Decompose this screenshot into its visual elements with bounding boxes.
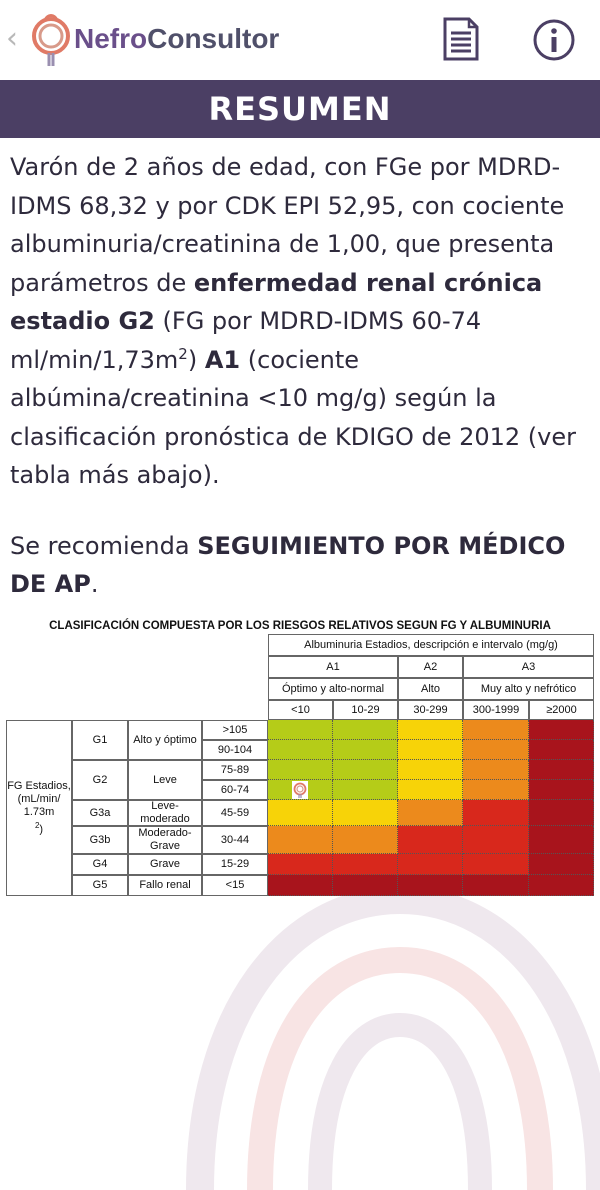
risk-cell bbox=[463, 826, 529, 854]
risk-cell bbox=[463, 875, 529, 896]
recommendation-text bbox=[10, 527, 595, 603]
back-button[interactable] bbox=[6, 21, 18, 56]
g-range: >105 bbox=[202, 720, 268, 740]
a-stage-code: A1 bbox=[268, 656, 398, 678]
a-range: 30-299 bbox=[398, 700, 463, 720]
page-title: RESUMEN bbox=[0, 80, 600, 138]
summary-segment: (FG por MDRD-IDMS 60-74 ml/min/1,73m bbox=[10, 307, 482, 374]
brand-part2: Consultor bbox=[147, 23, 280, 54]
risk-cell bbox=[398, 826, 463, 854]
risk-cell bbox=[333, 780, 398, 800]
summary-text bbox=[10, 148, 595, 495]
g-stage-desc: Leve-moderado bbox=[128, 800, 202, 826]
risk-cell bbox=[268, 740, 333, 760]
risk-cell bbox=[529, 720, 594, 740]
risk-cell bbox=[333, 854, 398, 875]
risk-cell bbox=[529, 780, 594, 800]
summary-segment: Varón de 2 años de edad, con FGe por MDRD-IDMS 68,32 y por CDK EPI 52,95, con cociente albuminuria/creatinina de 1,00, que presenta parámetros de bbox=[10, 153, 565, 297]
brand-part1: Nefro bbox=[74, 23, 148, 54]
risk-cell bbox=[268, 720, 333, 740]
risk-cell bbox=[333, 720, 398, 740]
g-stage-desc: Fallo renal bbox=[128, 875, 202, 896]
diagnosis-stage: enfermedad renal crónica estadio G2 bbox=[10, 268, 543, 335]
risk-cell bbox=[529, 800, 594, 826]
risk-cell bbox=[529, 875, 594, 896]
risk-cell bbox=[463, 760, 529, 780]
g-stage-code: G4 bbox=[72, 854, 128, 875]
risk-cell bbox=[398, 875, 463, 896]
risk-cell bbox=[463, 740, 529, 760]
g-range: <15 bbox=[202, 875, 268, 896]
document-icon[interactable] bbox=[442, 16, 480, 62]
watermark-logo bbox=[180, 890, 600, 1190]
g-stage-desc: Grave bbox=[128, 854, 202, 875]
risk-cell bbox=[268, 800, 333, 826]
risk-cell bbox=[398, 854, 463, 875]
risk-cell bbox=[333, 826, 398, 854]
albuminuria-header: Albuminuria Estadios, descripción e intervalo (mg/g) bbox=[268, 634, 594, 656]
superscript: 2 bbox=[34, 820, 40, 830]
g-range: 45-59 bbox=[202, 800, 268, 826]
patient-position-icon bbox=[292, 781, 308, 799]
risk-cell bbox=[398, 780, 463, 800]
nefroconsultor-logo-icon bbox=[30, 12, 72, 68]
risk-cell bbox=[268, 826, 333, 854]
g-range: 15-29 bbox=[202, 854, 268, 875]
risk-cell bbox=[333, 740, 398, 760]
app-brand bbox=[74, 22, 279, 56]
chevron-left-icon: ‹ bbox=[6, 21, 18, 56]
g-stage-desc: Alto y óptimo bbox=[128, 720, 202, 760]
albuminuria-stage: A1 bbox=[204, 345, 241, 374]
g-range: 30-44 bbox=[202, 826, 268, 854]
risk-cell bbox=[398, 740, 463, 760]
fg-label-end: ) bbox=[39, 823, 44, 836]
risk-cell bbox=[398, 720, 463, 740]
recommendation-lead: Se recomienda bbox=[10, 532, 198, 560]
kdigo-table bbox=[6, 634, 594, 896]
fg-stages-label bbox=[6, 720, 72, 896]
risk-cell bbox=[333, 875, 398, 896]
g-range: 90-104 bbox=[202, 740, 268, 760]
superscript: 2 bbox=[178, 344, 188, 363]
info-icon[interactable] bbox=[532, 18, 576, 62]
app-header bbox=[0, 0, 600, 80]
g-stage-code: G3a bbox=[72, 800, 128, 826]
g-stage-desc: Moderado-Grave bbox=[128, 826, 202, 854]
a-range: <10 bbox=[268, 700, 333, 720]
a-range: 300-1999 bbox=[463, 700, 529, 720]
risk-cell bbox=[529, 854, 594, 875]
a-stage-desc: Óptimo y alto-normal bbox=[268, 678, 398, 700]
risk-cell bbox=[463, 800, 529, 826]
risk-cell bbox=[463, 780, 529, 800]
risk-cell bbox=[463, 854, 529, 875]
g-stage-code: G5 bbox=[72, 875, 128, 896]
g-stage-code: G1 bbox=[72, 720, 128, 760]
risk-cell bbox=[268, 854, 333, 875]
g-stage-code: G3b bbox=[72, 826, 128, 854]
risk-cell bbox=[398, 760, 463, 780]
risk-cell bbox=[333, 800, 398, 826]
g-range: 60-74 bbox=[202, 780, 268, 800]
recommendation-end: . bbox=[90, 570, 99, 598]
risk-cell bbox=[268, 760, 333, 780]
risk-cell bbox=[333, 760, 398, 780]
a-range: 10-29 bbox=[333, 700, 398, 720]
risk-cell bbox=[463, 720, 529, 740]
g-stage-desc: Leve bbox=[128, 760, 202, 800]
summary-segment: ) bbox=[187, 345, 205, 374]
a-stage-desc: Muy alto y nefrótico bbox=[463, 678, 594, 700]
a-stage-desc: Alto bbox=[398, 678, 463, 700]
table-title: CLASIFICACIÓN COMPUESTA POR LOS RIESGOS RELATIVOS SEGUN FG Y ALBUMINURIA bbox=[49, 620, 551, 632]
risk-cell bbox=[529, 826, 594, 854]
risk-cell bbox=[529, 740, 594, 760]
a-range: ≥2000 bbox=[529, 700, 594, 720]
risk-cell bbox=[529, 760, 594, 780]
g-range: 75-89 bbox=[202, 760, 268, 780]
summary-segment: (cociente albúmina/creatinina <10 mg/g) según la clasificación pronóstica de KDIGO de 2012 (ver tabla más abajo). bbox=[10, 345, 576, 489]
fg-label-text: FG Estadios, (mL/min/ 1.73m bbox=[7, 779, 71, 818]
risk-cell bbox=[398, 800, 463, 826]
g-stage-code: G2 bbox=[72, 760, 128, 800]
a-stage-code: A2 bbox=[398, 656, 463, 678]
risk-cell bbox=[268, 875, 333, 896]
a-stage-code: A3 bbox=[463, 656, 594, 678]
recommendation-action: SEGUIMIENTO POR MÉDICO DE AP bbox=[10, 532, 566, 598]
